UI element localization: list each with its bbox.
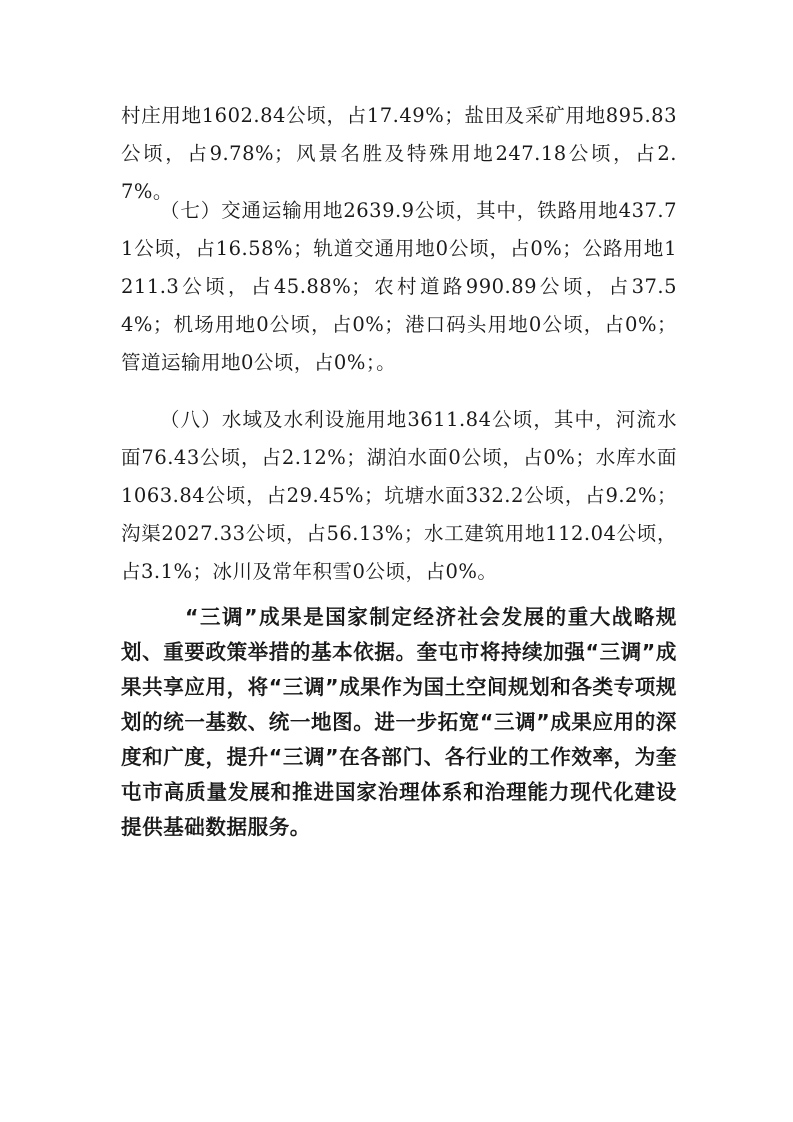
paragraph-village-land: 村庄用地1602.84公顷，占17.49%；盐田及采矿用地895.83公顷，占9.78%；风景名胜及特殊用地247.18公顷，占2.7%。 [121,104,677,203]
paragraph-transport-land: （七）交通运输用地2639.9公顷，其中，铁路用地437.71公顷，占16.58%；轨道交通用地0公顷，占0%；公路用地1211.3公顷，占45.88%；农村道路990.89公顷，占37.54%；机场用地0公顷，占0%；港口码头用地0公顷，占0%；管道运输用地0公顷，占0%；。 [121,199,677,374]
paragraph-water-land: （八）水域及水利设施用地3611.84公顷，其中，河流水面76.43公顷，占2.12%；湖泊水面0公顷，占0%；水库水面1063.84公顷，占29.45%；坑塘水面332.2公顷，占9.2%；沟渠2027.33公顷，占56.13%；水工建筑用地112.04公顷，占3.1%；冰川及常年积雪0公顷，占0%。 [121,408,677,583]
paragraph-summary: “三调”成果是国家制定经济社会发展的重大战略规划、重要政策举措的基本依据。奎屯市将持续加强“三调”成果共享应用，将“三调”成果作为国土空间规划和各类专项规划的统一基数、统一地图。进一步拓宽“三调”成果应用的深度和广度，提升“三调”在各部门、各行业的工作效率，为奎屯市高质量发展和推进国家治理体系和治理能力现代化建设提供基础数据服务。 [121,605,677,839]
